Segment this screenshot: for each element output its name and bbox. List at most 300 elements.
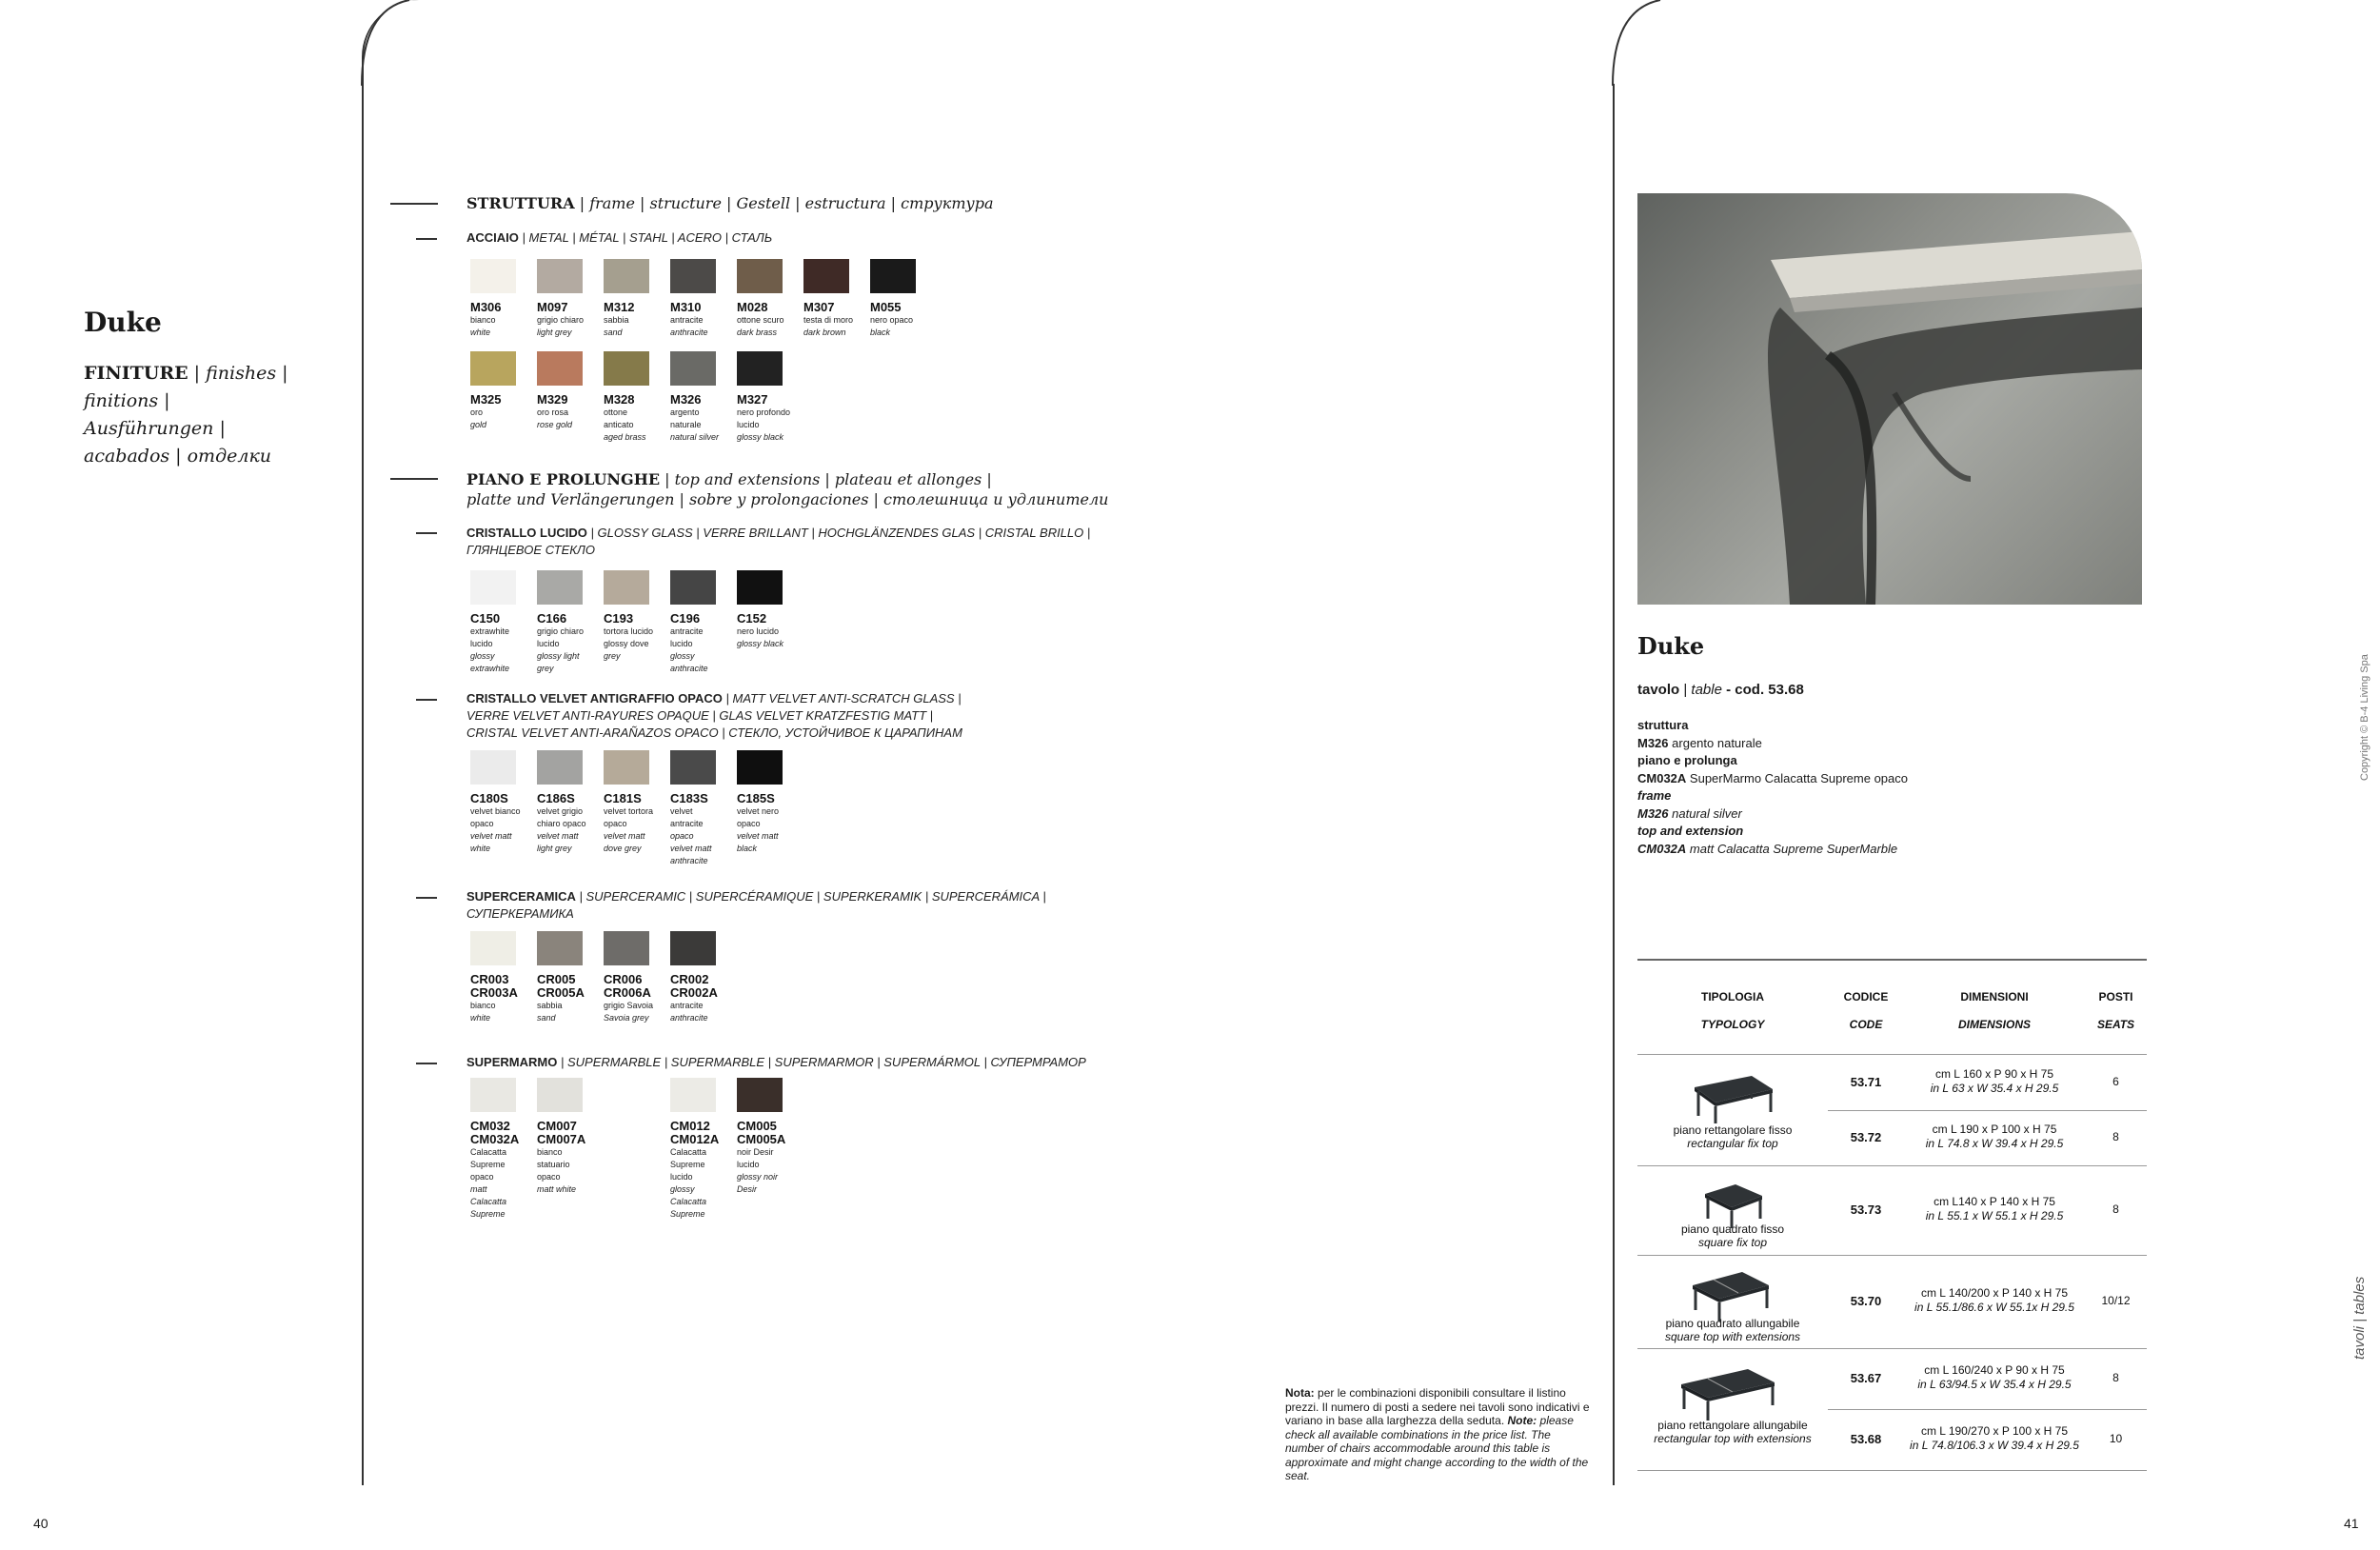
swatch-desc-line: ottone scuro	[737, 315, 784, 325]
subtitle-en: table	[1691, 682, 1722, 698]
spec-piano-label: piano e prolunga	[1637, 753, 1737, 767]
piano-heading-line2	[466, 489, 1108, 509]
velvet-heading-line2	[466, 707, 962, 725]
swatch-desc-line: Supreme	[670, 1209, 705, 1219]
swatch-desc-line: white	[470, 844, 491, 853]
header-typology: TYPOLOGY	[1700, 1018, 1765, 1031]
swatch-desc-line: lucido	[670, 1172, 693, 1182]
swatch-label	[737, 1120, 802, 1196]
row-dim-cm: cm L 190 x P 100 x H 75	[1932, 1123, 2057, 1136]
header-dimensioni: DIMENSIONI	[1960, 990, 2029, 1004]
swatch-label	[470, 973, 535, 1024]
finishes-languages: | finishes | finitions | Ausführungen | acabados | отделки	[84, 363, 288, 467]
swatch-code-alt: CR006A	[604, 985, 651, 1000]
marmo-heading	[466, 1055, 1086, 1069]
swatch-label	[670, 792, 735, 867]
row-dim-cm: cm L140 x P 140 x H 75	[1934, 1195, 2055, 1208]
swatch-chip	[604, 931, 649, 965]
swatch-label	[604, 792, 668, 855]
note-text: please check all available combinations in the price list. The number of chairs accommodable around this table is approximate and might change according to the width of the seat.	[1285, 1414, 1589, 1482]
row-dim-cm: cm L 140/200 x P 140 x H 75	[1920, 1286, 2069, 1300]
swatch-code: CR005	[537, 972, 576, 986]
swatch-desc-line: glossy	[670, 651, 695, 661]
row-dim-in: in L 63 x W 35.4 x H 29.5	[1930, 1081, 2059, 1095]
swatch-desc-line: opaco	[470, 819, 494, 828]
swatch-desc-line: sand	[537, 1013, 556, 1023]
swatch-label	[670, 301, 735, 339]
swatch-code: CR003	[470, 972, 509, 986]
swatch-desc-line: bianco	[470, 315, 496, 325]
square-table-icon	[1699, 1179, 1771, 1231]
piano-heading-line1	[466, 469, 1108, 489]
swatch-chip	[670, 351, 716, 386]
ceramica-langs2: СУПЕРКЕРАМИКА	[466, 906, 574, 921]
swatch-desc-line: grigio Savoia	[604, 1001, 654, 1010]
typology-name-en: rectangular fix top	[1687, 1137, 1778, 1150]
row-dimensions	[1904, 1067, 2085, 1096]
swatch-desc-line: nero profondo	[737, 407, 791, 417]
swatch-desc-line: velvet matt	[470, 831, 512, 841]
lucido-title: CRISTALLO LUCIDO	[466, 526, 587, 540]
swatch-desc-line: sand	[604, 328, 623, 337]
swatch-code: CR006	[604, 972, 643, 986]
row-dim-cm: cm L 160 x P 90 x H 75	[1934, 1066, 2054, 1081]
swatch-desc-line: Desir	[737, 1184, 758, 1194]
swatch-desc-line: lucido	[670, 639, 693, 648]
piano-dash	[390, 478, 438, 480]
swatch-chip	[803, 259, 849, 293]
typology-name	[1637, 1419, 1828, 1445]
nota-text: per le combinazioni disponibili consultare il listino prezzi. Il numero di posti a sedere nei tavoli sono indicativi e variano in base alla larghezza della seduta.	[1285, 1386, 1590, 1427]
product-photo	[1637, 193, 2142, 605]
page-title-left: Duke	[84, 307, 162, 338]
swatch-label	[470, 612, 535, 675]
swatch-desc-line: Calacatta	[670, 1197, 707, 1206]
swatch-chip	[470, 750, 516, 785]
ceramica-heading-line1	[466, 888, 1046, 905]
page-number-right: 41	[2344, 1516, 2359, 1531]
swatch-desc-line: glossy noir	[737, 1172, 779, 1182]
swatch-label	[470, 301, 535, 339]
swatch-code: CM007	[537, 1119, 577, 1133]
swatch-desc-line: opaco	[670, 831, 694, 841]
product-subtitle: tavolo | table - cod. 53.68	[1637, 682, 1804, 698]
swatch-desc-line: anthracite	[670, 664, 708, 673]
swatch-desc-line: Calacatta	[470, 1197, 507, 1206]
swatch-desc-line: antracite	[670, 819, 704, 828]
acciaio-dash	[416, 238, 437, 240]
swatch-code: M307	[803, 300, 835, 314]
row-code: 53.68	[1850, 1432, 1882, 1446]
swatch-code-alt: CM032A	[470, 1132, 520, 1146]
swatch-code: CR002	[670, 972, 709, 986]
lucido-heading-line2	[466, 542, 1090, 559]
spec-frame: M326 natural silver	[1637, 805, 1742, 821]
swatch-code: M328	[604, 392, 635, 407]
swatch-desc-line: nero lucido	[737, 626, 780, 636]
swatch-desc-line: glossy dove	[604, 639, 649, 648]
swatch-chip	[604, 750, 649, 785]
group-divider	[1637, 1255, 2147, 1256]
lucido-dash	[416, 532, 437, 534]
swatch-label	[537, 612, 602, 675]
swatch-desc-line: gold	[470, 420, 487, 429]
swatch-desc-line: opaco	[737, 819, 761, 828]
swatch-label	[737, 612, 802, 650]
swatch-desc-line: dark brown	[803, 328, 846, 337]
swatch-desc-line: Supreme	[670, 1160, 705, 1169]
swatch-desc-line: black	[870, 328, 891, 337]
table-top-rule	[1637, 959, 2147, 961]
group-divider	[1637, 1165, 2147, 1166]
swatch-chip	[470, 931, 516, 965]
swatch-desc-line: extrawhite	[470, 664, 510, 673]
header-dimensions: DIMENSIONS	[1957, 1018, 2031, 1031]
swatch-label	[670, 973, 735, 1024]
swatch-desc-line: grigio chiaro	[537, 626, 585, 636]
swatch-label	[737, 393, 802, 444]
acciaio-heading	[466, 230, 772, 245]
left-page-frame	[362, 0, 419, 1485]
typology-name-en: rectangular top with extensions	[1654, 1432, 1812, 1445]
swatch-label	[537, 1120, 602, 1196]
typology-name-en: square top with extensions	[1664, 1330, 1801, 1343]
swatch-desc-line: sabbia	[604, 315, 629, 325]
swatch-chip	[604, 259, 649, 293]
header-tipologia: TIPOLOGIA	[1701, 990, 1764, 1004]
swatch-desc-line: tortora lucido	[604, 626, 654, 636]
swatch-code: C166	[537, 611, 567, 626]
swatch-chip	[537, 931, 583, 965]
swatch-desc-line: velvet nero	[737, 806, 780, 816]
swatch-desc-line: opaco	[470, 1172, 494, 1182]
swatch-code-alt: CR003A	[470, 985, 518, 1000]
typology-name-it: piano quadrato allungabile	[1665, 1317, 1800, 1330]
piano-heading	[466, 469, 1108, 509]
swatch-code: C196	[670, 611, 701, 626]
page-number-left: 40	[33, 1516, 49, 1531]
struttura-dash	[390, 203, 438, 205]
struttura-heading	[466, 194, 994, 212]
swatch-desc-line: opaco	[537, 1172, 561, 1182]
swatch-desc-line: velvet grigio	[537, 806, 584, 816]
row-dim-in: in L 55.1/86.6 x W 55.1x H 29.5	[1914, 1301, 2074, 1314]
row-seats: 10	[2109, 1432, 2123, 1445]
swatch-chip	[670, 259, 716, 293]
row-dimensions	[1904, 1363, 2085, 1392]
header-seats: SEATS	[2096, 1018, 2135, 1031]
struttura-title: STRUTTURA	[466, 194, 575, 212]
swatch-desc-line: light grey	[537, 328, 572, 337]
swatch-code: M310	[670, 300, 702, 314]
typology-name-en: square fix top	[1697, 1236, 1768, 1249]
square-extending-table-icon	[1685, 1266, 1775, 1323]
row-dimensions	[1904, 1123, 2085, 1151]
velvet-heading	[466, 690, 962, 742]
swatch-desc-line: bianco	[470, 1001, 496, 1010]
right-frame-vertical	[1613, 84, 1615, 1485]
swatch-chip	[670, 750, 716, 785]
velvet-heading-line1	[466, 690, 962, 707]
swatch-desc-line: natural silver	[670, 432, 720, 442]
swatch-desc-line: antracite	[670, 1001, 704, 1010]
swatch-code: CM005	[737, 1119, 777, 1133]
swatch-desc-line: anthracite	[670, 328, 708, 337]
row-dim-in: in L 74.8 x W 39.4 x H 29.5	[1925, 1137, 2064, 1150]
swatch-code: C185S	[737, 791, 775, 805]
swatch-desc-line: velvet	[670, 806, 693, 816]
header-codice: CODICE	[1843, 990, 1889, 1004]
swatch-desc-line: rose gold	[537, 420, 573, 429]
row-dim-in: in L 63/94.5 x W 35.4 x H 29.5	[1917, 1378, 2072, 1391]
swatch-desc-line: velvet tortora	[604, 806, 654, 816]
row-seats: 6	[2112, 1074, 2119, 1088]
swatch-label	[537, 393, 602, 431]
swatch-desc-line: bianco	[537, 1147, 563, 1157]
row-divider	[1828, 1110, 2147, 1111]
piano-langs2: platte und Verlängerungen | sobre y prolongaciones | столешница и удлинители	[466, 490, 1109, 508]
spec-block	[1637, 717, 1908, 858]
swatch-desc-line: Savoia grey	[604, 1013, 649, 1023]
swatch-desc-line: Supreme	[470, 1160, 506, 1169]
swatch-chip	[737, 750, 783, 785]
row-divider	[1828, 1409, 2147, 1410]
swatch-label	[737, 792, 802, 855]
swatch-desc-line: anthracite	[670, 1013, 708, 1023]
struttura-langs: | frame | structure | Gestell | estructura | структура	[579, 194, 994, 212]
swatch-chip	[537, 570, 583, 605]
velvet-title: CRISTALLO VELVET ANTIGRAFFIO OPACO	[466, 691, 723, 705]
swatch-code: C180S	[470, 791, 508, 805]
swatch-desc-line: light grey	[537, 844, 572, 853]
swatch-chip	[470, 259, 516, 293]
row-seats: 8	[2112, 1202, 2119, 1216]
swatch-label	[870, 301, 935, 339]
velvet-dash	[416, 699, 437, 701]
row-dim-in: in L 55.1 x W 55.1 x H 29.5	[1925, 1209, 2064, 1222]
velvet-langs3: CRISTAL VELVET ANTI-ARAÑAZOS OPACO | СТЕКЛО, УСТОЙЧИВОЕ К ЦАРАПИНАМ	[466, 725, 962, 740]
swatch-desc-line: matt white	[537, 1184, 577, 1194]
swatch-desc-line: glossy black	[737, 639, 784, 648]
group-divider	[1637, 1348, 2147, 1349]
swatch-code: C193	[604, 611, 634, 626]
swatch-desc-line: antracite	[670, 315, 704, 325]
swatch-desc-line: oro	[470, 407, 484, 417]
ceramica-title: SUPERCERAMICA	[466, 889, 576, 904]
marmo-title: SUPERMARMO	[466, 1055, 558, 1069]
swatch-desc-line: dove grey	[604, 844, 642, 853]
swatch-code: M329	[537, 392, 568, 407]
swatch-code: M028	[737, 300, 768, 314]
lucido-langs1: | GLOSSY GLASS | VERRE BRILLANT | HOCHGLÄNZENDES GLAS | CRISTAL BRILLO |	[590, 526, 1091, 540]
swatch-code-alt: CR005A	[537, 985, 585, 1000]
lucido-langs2: ГЛЯНЦЕВОЕ СТЕКЛО	[466, 543, 595, 557]
row-code: 53.67	[1850, 1371, 1882, 1385]
swatch-desc-line: chiaro opaco	[537, 819, 586, 828]
swatch-chip	[470, 570, 516, 605]
swatch-chip	[870, 259, 916, 293]
spec-struttura-label: struttura	[1637, 718, 1689, 732]
swatch-desc-line: lucido	[470, 639, 493, 648]
spec-top: CM032A matt Calacatta Supreme SuperMarble	[1637, 841, 1898, 856]
copyright-text: Copyright © B-4 Living Spa	[2359, 654, 2370, 781]
finishes-heading	[84, 360, 303, 470]
swatch-desc-line: dark brass	[737, 328, 778, 337]
swatch-desc-line: Calacatta	[470, 1147, 507, 1157]
swatch-label	[670, 393, 735, 444]
swatch-label	[537, 301, 602, 339]
section-tab: tavoli | tables	[2351, 1276, 2368, 1360]
row-code: 53.73	[1850, 1202, 1882, 1217]
swatch-desc-line: grey	[537, 664, 554, 673]
product-code: - cod. 53.68	[1726, 682, 1804, 698]
swatch-desc-line: glossy	[470, 651, 495, 661]
note-label: Note:	[1507, 1414, 1537, 1427]
row-code: 53.70	[1850, 1294, 1882, 1308]
swatch-chip	[670, 570, 716, 605]
swatch-desc-line: naturale	[670, 420, 702, 429]
table-header-rule	[1637, 1054, 2147, 1055]
swatch-desc-line: argento	[670, 407, 700, 417]
swatch-code: M306	[470, 300, 502, 314]
spec-frame-label: frame	[1637, 788, 1672, 803]
lucido-heading	[466, 525, 1090, 559]
swatch-label	[470, 1120, 535, 1221]
swatch-code: CM032	[470, 1119, 510, 1133]
swatch-desc-line: lucido	[737, 420, 760, 429]
swatch-code-alt: CR002A	[670, 985, 718, 1000]
velvet-heading-line3	[466, 725, 962, 742]
ceramica-langs1: | SUPERCERAMIC | SUPERCÉRAMIQUE | SUPERKERAMIK | SUPERCERÁMICA |	[579, 889, 1046, 904]
piano-langs1: | top and extensions | plateau et allonges |	[664, 470, 992, 488]
velvet-langs2: VERRE VELVET ANTI-RAYURES OPAQUE | GLAS VELVET KRATZFESTIG MATT |	[466, 708, 934, 723]
piano-title: PIANO E PROLUNGHE	[466, 470, 661, 488]
swatch-desc-line: velvet matt anthracite	[670, 844, 712, 865]
subtitle-it: tavolo	[1637, 682, 1680, 698]
typology-name-it: piano quadrato fisso	[1680, 1222, 1785, 1236]
swatch-desc-line: anticato	[604, 420, 634, 429]
swatch-desc-line: velvet matt	[604, 831, 645, 841]
swatch-desc-line: velvet matt	[537, 831, 579, 841]
swatch-label	[604, 301, 668, 339]
swatch-desc-line: glossy light	[537, 651, 580, 661]
row-dimensions	[1904, 1424, 2085, 1453]
swatch-desc-line: matt	[470, 1184, 487, 1194]
ceramica-heading	[466, 888, 1046, 923]
typology-name	[1637, 1123, 1828, 1150]
row-dim-in: in L 74.8/106.3 x W 39.4 x H 29.5	[1910, 1439, 2079, 1452]
swatch-desc-line: white	[470, 1013, 491, 1023]
swatch-desc-line: Supreme	[470, 1209, 506, 1219]
group-divider	[1637, 1470, 2147, 1471]
left-frame-curve	[360, 0, 417, 86]
typology-name-it: piano rettangolare fisso	[1673, 1123, 1793, 1137]
row-seats: 8	[2112, 1130, 2119, 1143]
swatch-chip	[470, 351, 516, 386]
swatch-desc-line: velvet matt	[737, 831, 779, 841]
swatch-desc-line: oro rosa	[537, 407, 569, 417]
header-posti: POSTI	[2098, 990, 2133, 1004]
swatch-label	[803, 301, 868, 339]
swatch-code: M326	[670, 392, 702, 407]
swatch-chip	[670, 1078, 716, 1112]
ceramica-heading-line2	[466, 905, 1046, 923]
swatch-label	[670, 1120, 735, 1221]
swatch-label	[537, 792, 602, 855]
row-code: 53.72	[1850, 1130, 1882, 1144]
row-dimensions	[1904, 1286, 2085, 1315]
swatch-desc-line: opaco	[604, 819, 627, 828]
swatch-code: C152	[737, 611, 767, 626]
swatch-chip	[537, 351, 583, 386]
swatch-code: C186S	[537, 791, 575, 805]
swatch-code: C181S	[604, 791, 642, 805]
swatch-chip	[604, 351, 649, 386]
swatch-label	[737, 301, 802, 339]
left-frame-vertical	[362, 84, 364, 1485]
swatch-label	[537, 973, 602, 1024]
swatch-chip	[670, 931, 716, 965]
swatch-chip	[537, 259, 583, 293]
spec-top-label: top and extension	[1637, 824, 1744, 838]
swatch-desc-line: velvet bianco	[470, 806, 521, 816]
swatch-label	[604, 612, 668, 663]
right-frame-curve	[1611, 0, 1668, 86]
swatch-code: C183S	[670, 791, 708, 805]
acciaio-langs: | METAL | MÉTAL | STAHL | ACERO | СТАЛЬ	[522, 230, 773, 245]
swatch-chip	[737, 570, 783, 605]
swatch-desc-line: aged brass	[604, 432, 646, 442]
swatch-code: M097	[537, 300, 568, 314]
swatch-desc-line: lucido	[537, 639, 560, 648]
table-corner-illustration	[1637, 193, 2142, 605]
ceramica-dash	[416, 897, 437, 899]
row-dim-cm: cm L 160/240 x P 90 x H 75	[1924, 1363, 2065, 1377]
swatch-desc-line: grey	[604, 651, 621, 661]
velvet-langs1: | MATT VELVET ANTI-SCRATCH GLASS |	[725, 691, 962, 705]
swatch-chip	[737, 1078, 783, 1112]
swatch-chip	[737, 259, 783, 293]
swatch-desc-line: extrawhite	[470, 626, 510, 636]
spec-struttura: M326 argento naturale	[1637, 735, 1762, 750]
rectangular-table-icon	[1685, 1068, 1780, 1125]
row-dimensions	[1904, 1195, 2085, 1223]
swatch-desc-line: grigio chiaro	[537, 315, 585, 325]
swatch-code-alt: CM005A	[737, 1132, 786, 1146]
row-dim-cm: cm L 190/270 x P 100 x H 75	[1920, 1424, 2069, 1438]
marmo-dash	[416, 1063, 437, 1064]
swatch-desc-line: statuario	[537, 1160, 570, 1169]
swatch-code: M312	[604, 300, 635, 314]
marmo-langs: | SUPERMARBLE | SUPERMARBLE | SUPERMARMOR | SUPERMÁRMOL | СУПЕРМРАМОР	[560, 1055, 1086, 1069]
swatch-desc-line: nero opaco	[870, 315, 914, 325]
swatch-desc-line: noir Desir	[737, 1147, 774, 1157]
swatch-desc-line: glossy	[670, 1184, 695, 1194]
swatch-label	[670, 612, 735, 675]
swatch-desc-line: black	[737, 844, 758, 853]
swatch-label	[470, 393, 535, 431]
row-seats: 8	[2112, 1371, 2119, 1384]
lucido-heading-line1	[466, 525, 1090, 542]
note-block	[1285, 1386, 1590, 1483]
swatch-desc-line: Calacatta	[670, 1147, 707, 1157]
swatch-label	[470, 792, 535, 855]
swatch-code: M327	[737, 392, 768, 407]
nota-label: Nota:	[1285, 1386, 1315, 1400]
swatch-code: M055	[870, 300, 902, 314]
header-code: CODE	[1849, 1018, 1883, 1031]
swatch-code: M325	[470, 392, 502, 407]
